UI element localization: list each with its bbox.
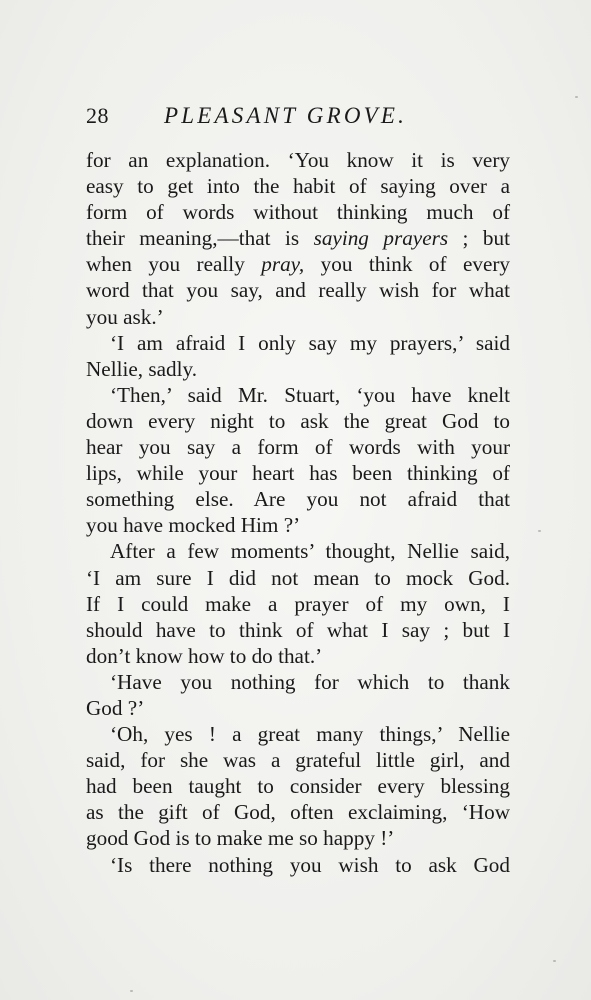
body-text [86,147,510,878]
running-head [86,98,526,134]
text-line: had been taught to consider every blessing [86,774,510,799]
text-line: ‘Is there nothing you wish to ask God [110,852,510,877]
text-line: don’t know how to do that.’ [86,643,323,668]
text-line: you ask.’ [86,304,164,329]
paper-speck [130,990,133,992]
text-line: lips, while your heart has been thinking of [86,461,510,486]
text-line: After a few moments’ thought, Nellie said, [110,539,510,564]
text-line: word that you say, and really wish for what [86,278,510,303]
text-line: something else. Are you not afraid that [86,487,510,512]
text-line: hear you say a form of words with your [86,435,510,460]
text-line: ‘Have you nothing for which to thank [110,669,510,694]
text-line [86,225,510,251]
text-line: Nellie, sadly. [86,356,198,381]
paper-speck [553,960,556,962]
text-line: said, for she was a grateful little girl, and [86,748,510,773]
paper-speck [538,530,541,532]
text-line: ‘Then,’ said Mr. Stuart, ‘you have knelt [110,382,510,407]
text-line: ‘Oh, yes ! a great many things,’ Nellie [110,722,510,747]
italic-phrase: saying prayers [313,226,449,251]
text-line: form of words without thinking much of [86,200,510,225]
text-line: good God is to make me so happy !’ [86,826,395,851]
text-line: for an explanation. ‘You know it is very [86,148,510,172]
text-line: easy to get into the habit of saying over a [86,174,510,199]
page-number: 28 [86,103,109,128]
italic-phrase: pray, [261,252,305,277]
running-title: PLEASANT GROVE. [164,103,408,128]
text-run: their meaning,—that is [86,226,314,251]
text-line: ‘I am sure I did not mean to mock God. [86,565,510,590]
text-line: down every night to ask the great God to [86,408,510,433]
text-line: God ?’ [86,695,145,720]
paper-speck [575,96,578,98]
text-line [86,251,510,277]
text-line: If I could make a prayer of my own, I [86,591,510,616]
text-run: when you really [86,252,262,277]
text-run: ; but [448,226,510,251]
text-line: as the gift of God, often exclaiming, ‘How [86,800,510,825]
text-line: you have mocked Him ?’ [86,513,301,538]
text-line: ‘I am afraid I only say my prayers,’ said [110,330,510,355]
text-run: you think of every [304,252,510,277]
text-line: should have to think of what I say ; but I [86,617,510,642]
